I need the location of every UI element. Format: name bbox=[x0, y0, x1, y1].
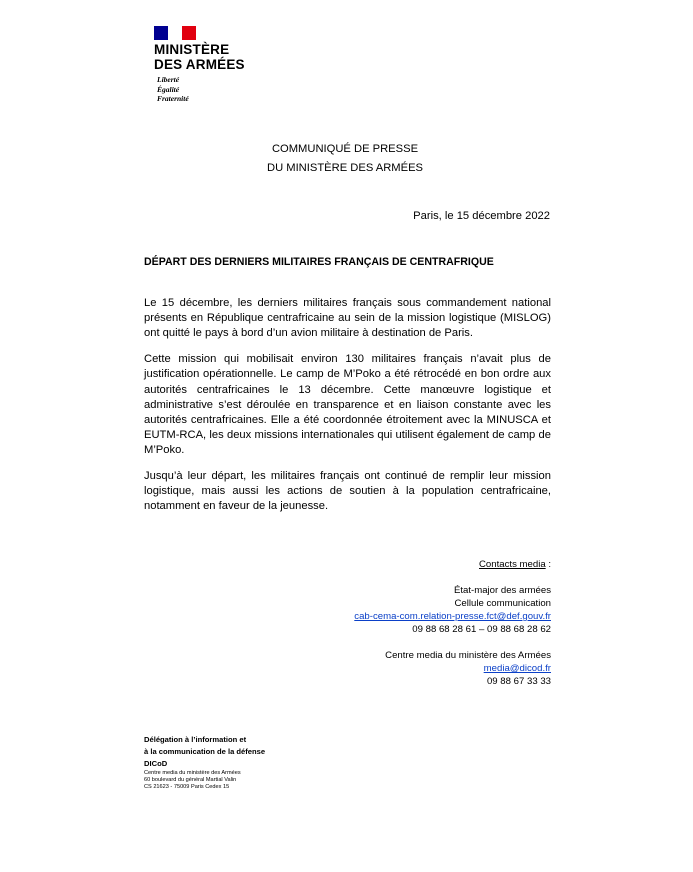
flag-red-band bbox=[182, 26, 196, 40]
press-release-body bbox=[144, 296, 551, 525]
contacts-heading bbox=[291, 558, 551, 571]
dateline: Paris, le 15 décembre 2022 bbox=[413, 210, 550, 222]
contact-emа-cell: Cellule communication bbox=[454, 598, 551, 609]
contacts-heading-colon: : bbox=[545, 559, 551, 570]
body-paragraph-2: Cette mission qui mobilisait environ 130 militaires français n’avait plus de justification opérationnelle. Le camp de M’Poko a été rétrocédé en bon ordre aux autorités centrafricaines le 13 décembre. Cette manœuvre logistique et administrative s’est déroulée en transparence et en liaison constante avec les autorités centrafricaines. Elle a été coordonnée étroitement avec la MINUSCA et EUTM-RCA, les deux missions internationales qui utilisent également de camp de M’Poko. bbox=[144, 353, 551, 457]
ministry-name-line1: MINISTÈRE bbox=[154, 42, 230, 57]
footer-address-2: 60 boulevard du général Martial Valin bbox=[144, 777, 237, 784]
contact-ema-phones: 09 88 68 28 61 – 09 88 68 28 62 bbox=[412, 624, 551, 635]
footer-dicod: DICoD bbox=[144, 759, 168, 768]
republic-motto bbox=[157, 75, 189, 104]
ministry-name-line2: DES ARMÉES bbox=[154, 57, 245, 72]
press-heading-line2: DU MINISTÈRE DES ARMÉES bbox=[266, 162, 424, 174]
motto-liberte: Liberté bbox=[157, 75, 180, 84]
flag-blue-band bbox=[154, 26, 168, 40]
footer-line-1: Délégation à l’information et bbox=[144, 735, 247, 744]
body-paragraph-3: Jusqu’à leur départ, les militaires français ont continué de remplir leur mission logistique, mais aussi les actions de soutien à la population centrafricaine, notamment en faveur de la jeunesse. bbox=[144, 470, 551, 513]
body-paragraph-1: Le 15 décembre, les derniers militaires français sous commandement national présents en République centrafricaine au sein de la mission logistique (MISLOG) ont quitté le pays à bord d’un avion militaire à destination de Paris. bbox=[144, 297, 551, 340]
contacts-heading-label: Contacts media bbox=[479, 559, 546, 570]
press-release-heading bbox=[200, 140, 490, 178]
contact-ema-email-link[interactable]: cab-cema-com.relation-presse.fct@def.gouv.fr bbox=[354, 611, 551, 622]
contact-emа-name: État-major des armées bbox=[453, 585, 551, 596]
footer-line-2: à la communication de la défense bbox=[144, 747, 266, 756]
marianne-flag-logo bbox=[154, 26, 196, 40]
footer-address-3: CS 21623 - 75009 Paris Cedex 15 bbox=[144, 784, 230, 791]
media-contacts bbox=[291, 558, 551, 688]
dicod-footer bbox=[144, 734, 344, 792]
footer-address-1: Centre media du ministère des Armées bbox=[144, 770, 241, 776]
motto-fraternite: Fraternité bbox=[157, 94, 189, 103]
press-heading-line1: COMMUNIQUÉ DE PRESSE bbox=[271, 143, 419, 155]
press-release-title: DÉPART DES DERNIERS MILITAIRES FRANÇAIS DE CENTRAFRIQUE bbox=[144, 256, 494, 268]
motto-egalite: Égalité bbox=[157, 84, 180, 94]
contact-media-phone: 09 88 67 33 33 bbox=[486, 676, 551, 687]
flag-white-band bbox=[168, 26, 182, 40]
ministry-logo-title bbox=[154, 42, 274, 72]
contact-media-email-link[interactable]: media@dicod.fr bbox=[483, 663, 551, 674]
contact-media-center-name: Centre media du ministère des Armées bbox=[385, 650, 551, 661]
